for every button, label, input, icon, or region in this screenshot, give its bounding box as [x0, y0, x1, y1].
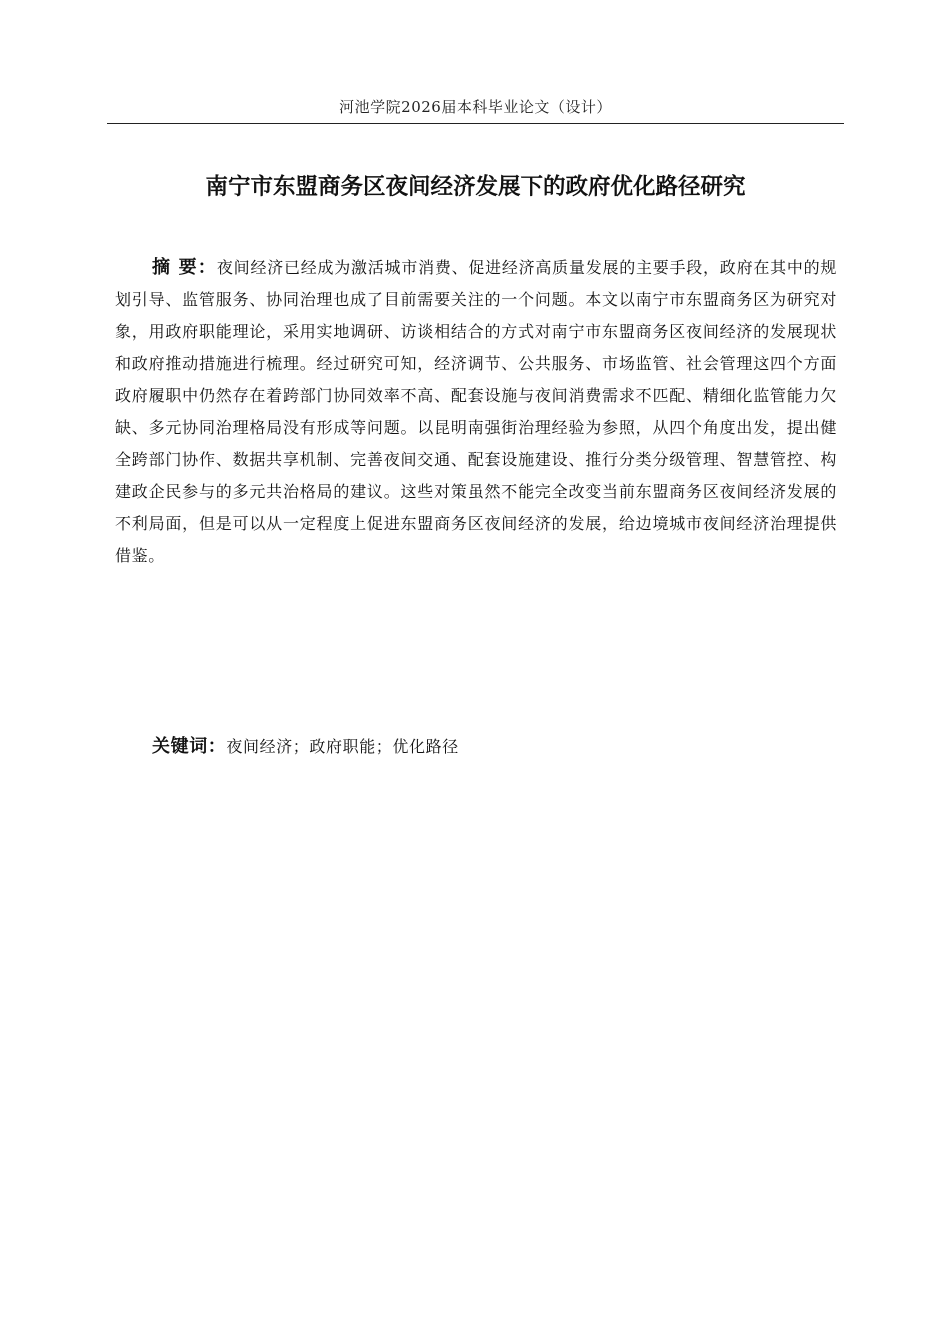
- header-divider: [107, 123, 844, 124]
- abstract-label: 摘 要：: [152, 257, 217, 278]
- keywords-line: [152, 732, 832, 762]
- running-header: 河池学院2026届本科毕业论文（设计）: [339, 98, 612, 116]
- keywords-label: 关键词：: [152, 736, 227, 757]
- abstract-text: 夜间经济已经成为激活城市消费、促进经济高质量发展的主要手段，政府在其中的规划引导、监管服务、协同治理也成了目前需要关注的一个问题。本文以南宁市东盟商务区为研究对象，用政府职能理论，采用实地调研、访谈相结合的方式对南宁市东盟商务区夜间经济的发展现状和政府推动措施进行梳理。经过研究可知，经济调节、公共服务、市场监管、社会管理这四个方面政府履职中仍然存在着跨部门协同效率不高、配套设施与夜间消费需求不匹配、精细化监管能力欠缺、多元协同治理格局没有形成等问题。以昆明南强街治理经验为参照，从四个角度出发，提出健全跨部门协作、数据共享机制、完善夜间交通、配套设施建设、推行分类分级管理、智慧管控、构建政企民参与的多元共治格局的建议。这些对策虽然不能完全改变当前东盟商务区夜间经济发展的不利局面，但是可以从一定程度上促进东盟商务区夜间经济的发展，给边境城市夜间经济治理提供借鉴。: [115, 258, 837, 565]
- keywords-text: 夜间经济；政府职能；优化路径: [226, 737, 459, 756]
- abstract-paragraph: [115, 252, 837, 572]
- paper-title: 南宁市东盟商务区夜间经济发展下的政府优化路径研究: [205, 174, 746, 200]
